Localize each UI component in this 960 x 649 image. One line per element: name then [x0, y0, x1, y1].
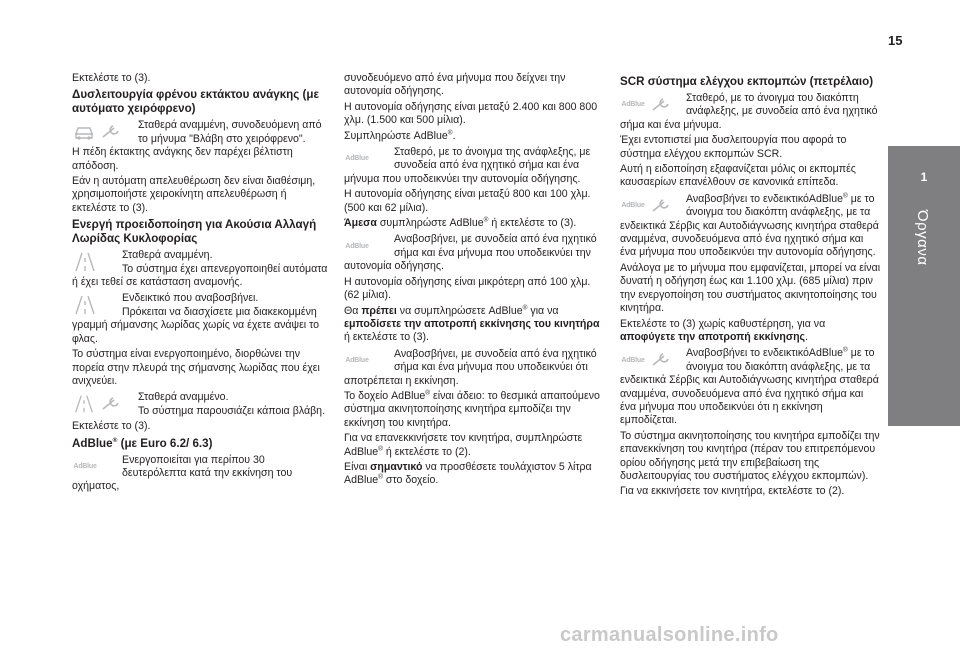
warning-entry: [72, 292, 330, 346]
warning-entry: [72, 249, 330, 289]
section-heading-scr: SCR σύστημα ελέγχου εκπομπών (πετρέλαιο): [620, 75, 874, 88]
warning-icons: [344, 147, 390, 171]
warning-icons: [620, 93, 682, 117]
column-1: [72, 72, 330, 496]
entry-text: Αναβοσβήνει, με συνοδεία από ένα ηχητικό σήμα και ένα μήνυμα που υποδεικνύει ότι αποτρέπεται η εκκίνηση.: [344, 347, 597, 387]
warning-entry: [620, 347, 882, 427]
entry-text: Σταθερά αναμμένο.: [138, 391, 229, 404]
warning-entry: [72, 454, 330, 494]
paragraph: Είναι σημαντικό να προσθέσετε τουλάχιστον 5 λίτρα AdBlue® στο δοχείο.: [344, 460, 592, 487]
wrench-icon: [100, 124, 122, 140]
paragraph: Η αυτονομία οδήγησης είναι μικρότερη από 100 χλμ. (62 μίλια).: [344, 275, 591, 302]
warning-entry: [620, 193, 882, 260]
entry-text: Το σύστημα έχει απενεργοποιηθεί αυτόματα ή έχει τεθεί σε κατάσταση αναμονής.: [72, 262, 328, 289]
paragraph: Το δοχείο AdBlue® είναι άδειο: το θεσμικά απαιτούμενο σύστημα ακινητοποίησης κινητήρα εμποδίζει την εκκίνηση του κινητήρα.: [344, 389, 600, 429]
paragraph: Εκτελέστε το (3).: [72, 72, 151, 84]
warning-icons: [72, 250, 118, 274]
adblue-icon: AdBlue: [345, 242, 369, 250]
adblue-icon: AdBlue: [621, 356, 645, 364]
lane-departure-icon: [72, 393, 96, 415]
car-lamp-icon: [72, 122, 96, 142]
paragraph: Εκτελέστε το (3) χωρίς καθυστέρηση, για να αποφύγετε την αποτροπή εκκίνησης.: [620, 317, 826, 343]
warning-icons: [344, 349, 390, 373]
watermark: carmanualsonline.info: [560, 624, 779, 646]
warning-entry: [620, 92, 882, 132]
paragraph: Το σύστημα ακινητοποίησης του κινητήρα εμποδίζει την επανεκκίνηση του κινητήρα (πέραν του επιτρεπόμενου ορίου οδήγησης μετά την επιβεβαίωση της δυσλειτουργίας του συστήματος ελέγχου εκπομπών).: [620, 429, 880, 482]
warning-entry: [72, 391, 330, 418]
lane-departure-icon: [72, 294, 98, 316]
paragraph: Εκτελέστε το (3).: [72, 420, 151, 433]
wrench-icon: [650, 198, 672, 214]
warning-icons: [620, 348, 682, 372]
entry-text: Πρόκειται να διασχίσετε μια διακεκομμένη γραμμή σήμανσης λωρίδας χωρίς να έχετε ανάψει το φλας.: [72, 305, 320, 345]
adblue-icon: AdBlue: [345, 155, 369, 163]
lane-departure-icon: [72, 251, 98, 273]
section-heading-adblue: AdBlue® (με Euro 6.2/ 6.3): [72, 436, 213, 450]
entry-text: Αναβοσβήνει το ενδεικτικόAdBlue® με το άνοιγμα του διακόπτη ανάφλεξης, με τα ενδεικτικά Σέρβις και Αυτοδιάγνωσης κινητήρα σταθερά αναμμένα, συνοδευόμενα από ένα ηχητικό σήμα και ένα μήνυμα που υποδεικνύει ότι η εκκίνηση εμποδίζεται.: [620, 346, 879, 427]
warning-icons: [344, 234, 390, 258]
paragraph: Έχει εντοπιστεί μια δυσλειτουργία που αφορά το σύστημα ελέγχου εκπομπών SCR.: [620, 134, 847, 160]
paragraph: Ανάλογα με το μήνυμα που εμφανίζεται, μπορεί να είναι δυνατή η οδήγηση έως και 1.100 χλμ. (685 μίλια) πριν την ενεργοποίηση του συστήματος ακινητοποίησης του κινητήρα.: [620, 261, 881, 315]
chapter-tab[interactable]: [888, 146, 960, 426]
warning-icons: [620, 194, 682, 218]
paragraph: Για να εκκινήσετε τον κινητήρα, εκτελέστε το (2).: [620, 485, 845, 498]
column-2: [344, 72, 602, 490]
entry-text: Σταθερά αναμμένη.: [122, 249, 213, 262]
wrench-icon: [650, 97, 672, 113]
adblue-icon: AdBlue: [73, 462, 97, 470]
warning-entry: [72, 119, 330, 173]
section-heading-emergency-brake: Δυσλειτουργία φρένου εκτάκτου ανάγκης (με αυτόματο χειρόφρενο): [72, 88, 319, 116]
entry-text: Ενδεικτικό που αναβοσβήνει.: [122, 292, 259, 305]
entry-text: Σταθερό, με το άνοιγμα του διακόπτη ανάφλεξης, με συνοδεία από ένα ηχητικό σήμα και ένα μήνυμα.: [620, 92, 878, 131]
entry-text: Η πέδη έκτακτης ανάγκης δεν παρέχει βέλτιστη απόδοση.: [72, 146, 293, 172]
paragraph: Θα πρέπει να συμπληρώσετε AdBlue® για να εμποδίσετε την αποτροπή εκκίνησης του κινητήρα ή εκτελέστε το (3).: [344, 303, 600, 344]
paragraph: Για να επανεκκινήσετε τον κινητήρα, συμπληρώστε AdBlue® ή εκτελέστε το (2).: [344, 432, 583, 458]
wrench-icon: [650, 352, 672, 368]
warning-entry: [344, 146, 602, 186]
entry-text: Σταθερό, με το άνοιγμα της ανάφλεξης, με συνοδεία από ένα ηχητικό σήμα και ένα μήνυμα που υποδεικνύει την αυτονομία οδήγησης.: [344, 146, 591, 185]
entry-text: Σταθερά αναμμένη, συνοδευόμενη από το μήνυμα "Βλάβη στο χειρόφρενο".: [138, 119, 322, 145]
warning-icons: [72, 120, 134, 144]
chapter-number: 1: [920, 170, 928, 184]
adblue-icon: AdBlue: [345, 357, 369, 365]
paragraph: Η αυτονομία οδήγησης είναι μεταξύ 800 και 100 χλμ. (500 και 62 μίλια).: [344, 188, 591, 214]
warning-entry: [344, 348, 602, 388]
paragraph: Άμεσα συμπληρώστε AdBlue® ή εκτελέστε το (3).: [344, 216, 577, 230]
paragraph: Το σύστημα είναι ενεργοποιημένο, διορθώνει την πορεία στην πλευρά της σήμανσης λωρίδας που έχει ανιχνεύει.: [72, 348, 320, 387]
entry-text: Αναβοσβήνει, με συνοδεία από ένα ηχητικό σήμα και ένα μήνυμα που υποδεικνύει την αυτονομία οδήγησης.: [344, 233, 597, 273]
adblue-icon: AdBlue: [621, 202, 645, 210]
paragraph: συνοδευόμενο από ένα μήνυμα που δείχνει την αυτονομία οδήγησης.: [344, 72, 566, 98]
entry-text: Ενεργοποιείται για περίπου 30 δευτερόλεπτα κατά την εκκίνηση του οχήματος,: [72, 453, 293, 493]
warning-entry: [344, 233, 602, 273]
paragraph: Η αυτονομία οδήγησης είναι μεταξύ 2.400 και 800 800 χλμ. (1.500 και 500 μίλια).: [344, 100, 598, 127]
paragraph: Συμπληρώστε AdBlue®.: [344, 129, 456, 142]
column-3: [620, 72, 882, 501]
section-heading-lane-departure: Ενεργή προειδοποίηση για Ακούσια Αλλαγή Λωρίδας Κυκλοφορίας: [72, 218, 317, 246]
paragraph: Εάν η αυτόματη απελευθέρωση δεν είναι διαθέσιμη, χρησιμοποιήστε χειροκίνητη απελευθέρωση ή εκτελέστε το (3).: [72, 175, 316, 214]
warning-icons: [72, 392, 134, 416]
page-number: 15: [888, 33, 903, 48]
entry-text: Το σύστημα παρουσιάζει κάποια βλάβη.: [138, 404, 326, 417]
warning-icons: [72, 293, 118, 317]
chapter-title: Όργανα: [914, 210, 931, 266]
paragraph: Αυτή η ειδοποίηση εξαφανίζεται μόλις οι εκπομπές καυσαερίων επανέλθουν σε κανονικά επίπεδα.: [620, 163, 856, 189]
entry-text: Αναβοσβήνει το ενδεικτικόAdBlue® με το άνοιγμα του διακόπτη ανάφλεξης, με τα ενδεικτικά Σέρβις και Αυτοδιάγνωσης κινητήρα σταθερά αναμμένα, συνοδευόμενα από ένα ηχητικό σήμα και ένα μήνυμα που υποδεικνύει την αυτονομία οδήγησης.: [620, 192, 879, 259]
wrench-icon: [100, 396, 122, 412]
adblue-icon: AdBlue: [621, 101, 645, 109]
warning-icons: [72, 455, 118, 479]
